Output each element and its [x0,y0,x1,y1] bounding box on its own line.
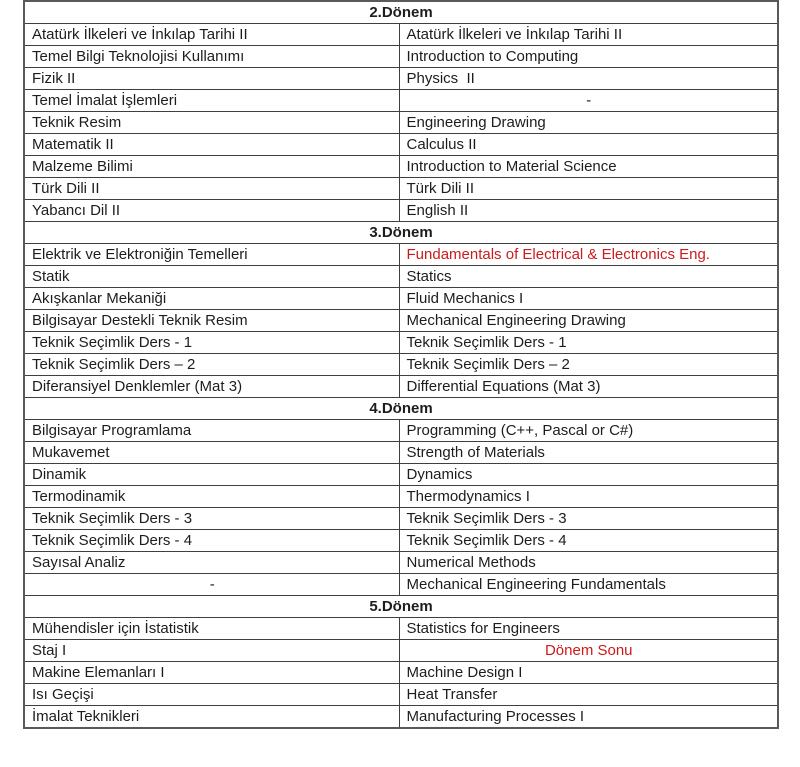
course-cell-english: Thermodynamics I [399,486,778,508]
course-cell-turkish: Makine Elemanları I [24,662,399,684]
section-row [24,222,778,244]
course-cell-turkish: Teknik Seçimlik Ders - 1 [24,332,399,354]
course-cell-turkish: Mühendisler için İstatistik [24,618,399,640]
table-row [24,178,778,200]
course-cell-english: Türk Dili II [399,178,778,200]
table-row [24,354,778,376]
semester-header: 2.Dönem [24,1,778,24]
course-cell-turkish: Bilgisayar Destekli Teknik Resim [24,310,399,332]
table-row [24,530,778,552]
course-cell-turkish: İmalat Teknikleri [24,706,399,729]
table-row [24,288,778,310]
table-row [24,684,778,706]
course-cell-english: Fundamentals of Electrical & Electronics Eng. [399,244,778,266]
section-row [24,596,778,618]
table-row [24,68,778,90]
course-cell-english: - [399,90,778,112]
course-cell-turkish: Matematik II [24,134,399,156]
table-row [24,332,778,354]
course-cell-turkish: Mukavemet [24,442,399,464]
curriculum-table-body [24,1,778,728]
table-row [24,376,778,398]
table-row [24,46,778,68]
course-cell-turkish: Türk Dili II [24,178,399,200]
course-cell-turkish: Isı Geçişi [24,684,399,706]
section-row [24,398,778,420]
course-cell-turkish: Teknik Resim [24,112,399,134]
course-cell-english: Engineering Drawing [399,112,778,134]
table-row [24,90,778,112]
table-row [24,552,778,574]
course-cell-turkish: Akışkanlar Mekaniği [24,288,399,310]
table-row [24,640,778,662]
course-cell-english: Programming (C++, Pascal or C#) [399,420,778,442]
course-cell-english: Mechanical Engineering Drawing [399,310,778,332]
course-cell-turkish: Teknik Seçimlik Ders - 3 [24,508,399,530]
table-row [24,244,778,266]
course-cell-english: Strength of Materials [399,442,778,464]
table-row [24,706,778,729]
course-cell-turkish: Malzeme Bilimi [24,156,399,178]
table-row [24,662,778,684]
course-cell-english: Dynamics [399,464,778,486]
course-cell-turkish: Temel Bilgi Teknolojisi Kullanımı [24,46,399,68]
course-cell-english: Physics II [399,68,778,90]
course-cell-turkish: Bilgisayar Programlama [24,420,399,442]
course-cell-english: Introduction to Computing [399,46,778,68]
course-cell-english: Calculus II [399,134,778,156]
course-cell-english: English II [399,200,778,222]
course-cell-english: Teknik Seçimlik Ders - 1 [399,332,778,354]
course-cell-english: Atatürk İlkeleri ve İnkılap Tarihi II [399,24,778,46]
course-cell-turkish: Atatürk İlkeleri ve İnkılap Tarihi II [24,24,399,46]
course-cell-english: Teknik Seçimlik Ders - 3 [399,508,778,530]
course-cell-turkish: Elektrik ve Elektroniğin Temelleri [24,244,399,266]
table-row [24,464,778,486]
table-row [24,156,778,178]
course-cell-english: Teknik Seçimlik Ders – 2 [399,354,778,376]
course-cell-turkish: Statik [24,266,399,288]
course-cell-turkish: Teknik Seçimlik Ders – 2 [24,354,399,376]
curriculum-table [23,0,779,729]
table-row [24,200,778,222]
table-row [24,508,778,530]
course-cell-english: Numerical Methods [399,552,778,574]
table-row [24,618,778,640]
table-row [24,486,778,508]
table-row [24,442,778,464]
table-row [24,574,778,596]
course-cell-turkish: Diferansiyel Denklemler (Mat 3) [24,376,399,398]
course-cell-turkish: Temel İmalat İşlemleri [24,90,399,112]
course-cell-english: Heat Transfer [399,684,778,706]
course-cell-english: Statics [399,266,778,288]
semester-header: 3.Dönem [24,222,778,244]
course-cell-english: Fluid Mechanics I [399,288,778,310]
course-cell-english: Introduction to Material Science [399,156,778,178]
section-row [24,1,778,24]
course-cell-turkish: Fizik II [24,68,399,90]
course-cell-turkish: - [24,574,399,596]
course-cell-english: Manufacturing Processes I [399,706,778,729]
course-cell-turkish: Termodinamik [24,486,399,508]
course-cell-turkish: Dinamik [24,464,399,486]
course-cell-english: Dönem Sonu [399,640,778,662]
table-row [24,134,778,156]
course-cell-english: Machine Design I [399,662,778,684]
course-cell-turkish: Staj I [24,640,399,662]
table-row [24,112,778,134]
table-row [24,266,778,288]
course-cell-english: Differential Equations (Mat 3) [399,376,778,398]
course-cell-turkish: Sayısal Analiz [24,552,399,574]
semester-header: 4.Dönem [24,398,778,420]
course-cell-turkish: Teknik Seçimlik Ders - 4 [24,530,399,552]
table-row [24,420,778,442]
course-cell-english: Teknik Seçimlik Ders - 4 [399,530,778,552]
course-cell-turkish: Yabancı Dil II [24,200,399,222]
course-cell-english: Mechanical Engineering Fundamentals [399,574,778,596]
course-cell-english: Statistics for Engineers [399,618,778,640]
semester-header: 5.Dönem [24,596,778,618]
table-row [24,24,778,46]
table-row [24,310,778,332]
